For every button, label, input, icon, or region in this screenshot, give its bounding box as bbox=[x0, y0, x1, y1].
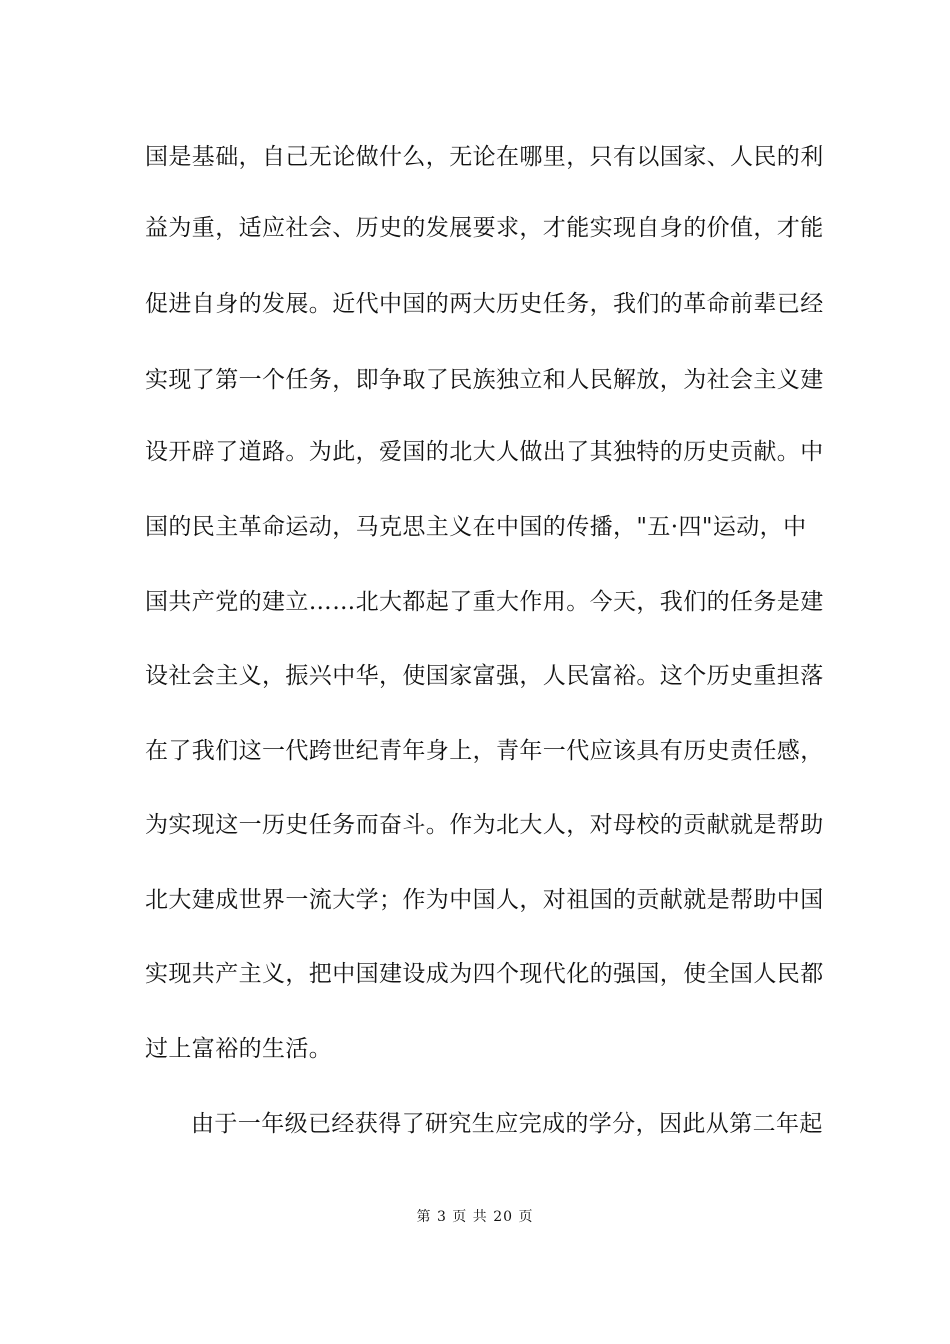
text-line: 促进自身的发展。近代中国的两大历史任务，我们的革命前辈已经 bbox=[145, 291, 824, 317]
text-line: 实现共产主义，把中国建设成为四个现代化的强国，使全国人民都 bbox=[145, 961, 824, 987]
text-line: 设社会主义，振兴中华，使国家富强，人民富裕。这个历史重担落 bbox=[145, 663, 824, 689]
text-line: 国的民主革命运动，马克思主义在中国的传播，"五·四"运动，中 bbox=[145, 514, 807, 540]
page-number: 第 3 页 共 20 页 bbox=[416, 1209, 534, 1225]
text-line: 北大建成世界一流大学；作为中国人，对祖国的贡献就是帮助中国 bbox=[145, 887, 824, 913]
text-line: 为实现这一历史任务而奋斗。作为北大人，对母校的贡献就是帮助 bbox=[145, 812, 824, 838]
text-line: 过上富裕的生活。 bbox=[145, 1036, 333, 1062]
text-line: 国共产党的建立……北大都起了重大作用。今天，我们的任务是建 bbox=[145, 589, 824, 615]
page-footer bbox=[0, 1208, 950, 1226]
text-line: 实现了第一个任务，即争取了民族独立和人民解放，为社会主义建 bbox=[145, 367, 824, 393]
text-line: 在了我们这一代跨世纪青年身上，青年一代应该具有历史责任感， bbox=[145, 738, 824, 764]
paragraph-first-line: 由于一年级已经获得了研究生应完成的学分，因此从第二年起 bbox=[191, 1111, 823, 1137]
text-line: 益为重，适应社会、历史的发展要求，才能实现自身的价值，才能 bbox=[145, 215, 824, 241]
text-line: 设开辟了道路。为此，爱国的北大人做出了其独特的历史贡献。中 bbox=[145, 439, 824, 465]
text-line: 国是基础，自己无论做什么，无论在哪里，只有以国家、人民的利 bbox=[145, 144, 824, 170]
